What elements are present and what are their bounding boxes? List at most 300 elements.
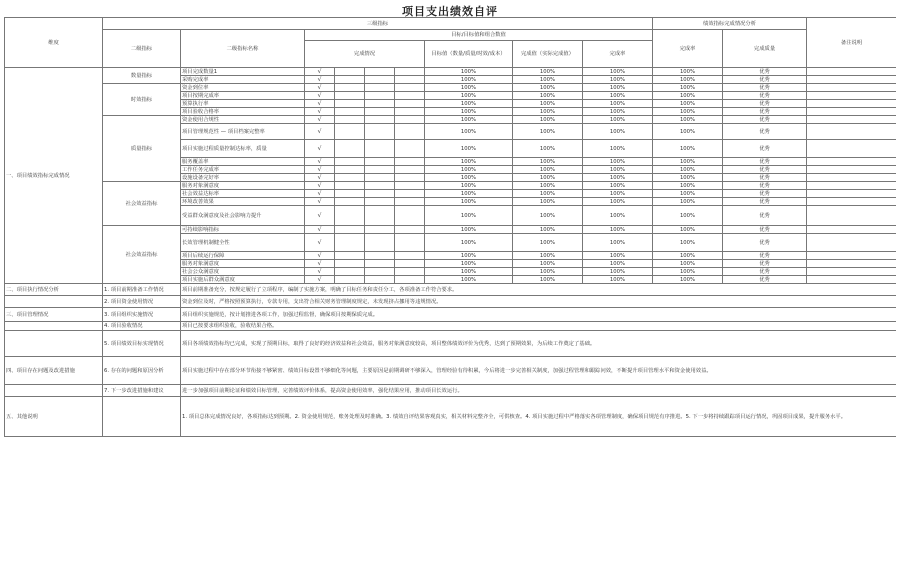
metric-status: 100% [653, 140, 723, 158]
analysis-section [5, 385, 103, 397]
metric-check: √ [305, 226, 335, 234]
table-row [5, 284, 897, 296]
metric-name: 项目后续运行保障 [181, 252, 305, 260]
check-col [395, 158, 425, 166]
analysis-item: 7. 下一步改进措施和建议 [103, 385, 181, 397]
analysis-section [5, 296, 103, 308]
sub-label: 社会效益指标 [103, 226, 181, 284]
sub-label: 数量指标 [103, 68, 181, 84]
metric-name: 工作任务完成率 [181, 166, 305, 174]
check-col [335, 124, 365, 140]
metric-check: √ [305, 100, 335, 108]
metric-quality: 优秀 [723, 234, 807, 252]
evaluation-table [4, 17, 896, 437]
metric-status: 100% [653, 182, 723, 190]
metric-rate: 100% [583, 252, 653, 260]
metric-name: 项目完成数量1 [181, 68, 305, 76]
metric-remark [807, 108, 896, 116]
metric-quality: 优秀 [723, 260, 807, 268]
check-col [335, 166, 365, 174]
check-col [365, 76, 395, 84]
metric-quality: 优秀 [723, 226, 807, 234]
header-remark: 备注说明 [807, 18, 896, 68]
metric-name: 服务对象满意度 [181, 182, 305, 190]
sub-label: 时效指标 [103, 84, 181, 116]
metric-quality: 优秀 [723, 92, 807, 100]
check-col [365, 68, 395, 76]
metric-actual: 100% [513, 100, 583, 108]
check-col [365, 116, 395, 124]
metric-rate: 100% [583, 116, 653, 124]
metric-remark [807, 100, 896, 108]
check-col [395, 190, 425, 198]
metric-target: 100% [425, 76, 513, 84]
analysis-section: 三、项目管理情况 [5, 308, 103, 322]
metric-target: 100% [425, 108, 513, 116]
metric-name: 资金到位率 [181, 84, 305, 92]
metric-quality: 优秀 [723, 182, 807, 190]
metric-status: 100% [653, 206, 723, 226]
check-col [365, 84, 395, 92]
metric-quality: 优秀 [723, 158, 807, 166]
check-col [395, 76, 425, 84]
metric-status: 100% [653, 68, 723, 76]
analysis-section: 四、项目存在问题及改进措施 [5, 357, 103, 385]
check-col [365, 276, 395, 284]
check-col [365, 268, 395, 276]
table-row [5, 30, 897, 41]
metric-name: 预算执行率 [181, 100, 305, 108]
metric-target: 100% [425, 276, 513, 284]
metric-status: 100% [653, 260, 723, 268]
metric-rate: 100% [583, 174, 653, 182]
metric-name: 项目验收合格率 [181, 108, 305, 116]
metric-quality: 优秀 [723, 68, 807, 76]
metric-status: 100% [653, 92, 723, 100]
check-col [365, 234, 395, 252]
group-label: 一、项目绩效指标完成情况 [5, 68, 103, 284]
header-check: 完成情况 [305, 41, 425, 68]
metric-remark [807, 166, 896, 174]
check-col [335, 190, 365, 198]
table-row [5, 18, 897, 30]
analysis-item: 2. 项目资金使用情况 [103, 296, 181, 308]
check-col [395, 140, 425, 158]
metric-target: 100% [425, 226, 513, 234]
check-col [395, 100, 425, 108]
metric-name: 项目实施过程质量控制达标率，质量 [181, 140, 305, 158]
analysis-text: 项目已按要求组织验收，验收结果合格。 [181, 322, 897, 331]
metric-status: 100% [653, 174, 723, 182]
metric-actual: 100% [513, 76, 583, 84]
metric-status: 100% [653, 276, 723, 284]
metric-check: √ [305, 206, 335, 226]
metric-target: 100% [425, 116, 513, 124]
header-status: 完成率 [653, 30, 723, 68]
metric-remark [807, 260, 896, 268]
metric-actual: 100% [513, 182, 583, 190]
sub-label: 社会效益指标 [103, 182, 181, 226]
metric-actual: 100% [513, 190, 583, 198]
check-col [395, 206, 425, 226]
metric-actual: 100% [513, 226, 583, 234]
metric-quality: 优秀 [723, 174, 807, 182]
metric-target: 100% [425, 84, 513, 92]
metric-name: 社会效益达标率 [181, 190, 305, 198]
metric-actual: 100% [513, 116, 583, 124]
metric-actual: 100% [513, 158, 583, 166]
metric-quality: 优秀 [723, 206, 807, 226]
metric-rate: 100% [583, 100, 653, 108]
table-row [5, 331, 897, 357]
metric-remark [807, 190, 896, 198]
metric-check: √ [305, 140, 335, 158]
metric-rate: 100% [583, 234, 653, 252]
check-col [365, 260, 395, 268]
table-row [5, 397, 897, 437]
metric-status: 100% [653, 108, 723, 116]
metric-rate: 100% [583, 158, 653, 166]
metric-remark [807, 158, 896, 166]
table-row [5, 226, 897, 234]
metric-target: 100% [425, 206, 513, 226]
metric-target: 100% [425, 252, 513, 260]
metric-actual: 100% [513, 252, 583, 260]
metric-check: √ [305, 190, 335, 198]
metric-remark [807, 116, 896, 124]
metric-remark [807, 234, 896, 252]
metric-target: 100% [425, 68, 513, 76]
metric-rate: 100% [583, 206, 653, 226]
analysis-item: 5. 项目绩效目标实现情况 [103, 331, 181, 357]
metric-quality: 优秀 [723, 100, 807, 108]
table-row [5, 322, 897, 331]
check-col [395, 166, 425, 174]
check-col [335, 84, 365, 92]
metric-rate: 100% [583, 166, 653, 174]
metric-status: 100% [653, 84, 723, 92]
analysis-text: 1. 项目总体完成情况良好，各项指标达到预期。2. 资金使用规范，账务处理及时准确。3. 绩效自评结果客观真实，相关材料完整齐全，可供核查。4. 项目实施过程中严格落实各项管理制度，确保项目规范有序推进。5. 下一步将持续跟踪项目运行情况，巩固项目成果，提升服务水平。 [181, 397, 897, 437]
check-col [335, 198, 365, 206]
metric-status: 100% [653, 158, 723, 166]
metric-rate: 100% [583, 84, 653, 92]
analysis-section [5, 322, 103, 331]
table-row [5, 84, 897, 92]
metric-status: 100% [653, 252, 723, 260]
analysis-text: 项目各项绩效指标均已完成，实现了预期目标，取得了良好的经济效益和社会效益，服务对象满意度较高，项目整体绩效评价为优秀，达到了预期效果，为后续工作奠定了基础。 [181, 331, 897, 357]
check-col [395, 116, 425, 124]
metric-remark [807, 124, 896, 140]
metric-target: 100% [425, 140, 513, 158]
header-self-eval: 绩效指标完成情况分析 [653, 18, 807, 30]
check-col [365, 108, 395, 116]
check-col [395, 108, 425, 116]
header-actual: 完成值（实际完成值） [513, 41, 583, 68]
header-target-group: 目标/目标值和组合数值 [305, 30, 653, 41]
metric-status: 100% [653, 268, 723, 276]
metric-rate: 100% [583, 226, 653, 234]
check-col [365, 182, 395, 190]
metric-name: 设施设备完好率 [181, 174, 305, 182]
analysis-text: 进一步加强项目前期论证和绩效目标管理，完善绩效评价体系，提高资金使用效率，强化结果应用，推动项目长效运行。 [181, 385, 897, 397]
metric-rate: 100% [583, 68, 653, 76]
metric-actual: 100% [513, 140, 583, 158]
metric-name: 服务对象满意度 [181, 260, 305, 268]
metric-status: 100% [653, 190, 723, 198]
metric-quality: 优秀 [723, 140, 807, 158]
check-col [365, 190, 395, 198]
check-col [395, 174, 425, 182]
analysis-text: 项目实施过程中存在部分环节衔接不够紧密、绩效目标设置不够细化等问题，主要原因是前期调研不够深入，管理经验有待积累，今后将进一步完善相关制度，加强过程管理和跟踪问效，不断提升项目管理水平和资金使用效益。 [181, 357, 897, 385]
metric-name: 可持续影响指标 [181, 226, 305, 234]
check-col [395, 252, 425, 260]
metric-quality: 优秀 [723, 108, 807, 116]
header-quality: 完成质量 [723, 30, 807, 68]
metric-status: 100% [653, 76, 723, 84]
check-col [335, 234, 365, 252]
metric-target: 100% [425, 166, 513, 174]
metric-actual: 100% [513, 268, 583, 276]
metric-rate: 100% [583, 260, 653, 268]
metric-status: 100% [653, 166, 723, 174]
check-col [335, 158, 365, 166]
metric-check: √ [305, 92, 335, 100]
metric-check: √ [305, 268, 335, 276]
metric-target: 100% [425, 234, 513, 252]
analysis-section: 五、其他说明 [5, 397, 103, 437]
sub-label: 质量指标 [103, 116, 181, 182]
metric-quality: 优秀 [723, 198, 807, 206]
metric-remark [807, 68, 896, 76]
metric-check: √ [305, 276, 335, 284]
check-col [395, 226, 425, 234]
metric-target: 100% [425, 190, 513, 198]
check-col [365, 206, 395, 226]
check-col [335, 92, 365, 100]
metric-name: 项目按期完成率 [181, 92, 305, 100]
metric-name: 服务覆盖率 [181, 158, 305, 166]
check-col [365, 226, 395, 234]
analysis-text: 资金到位及时，严格按照预算执行，专款专用，支出符合相关财务管理制度规定，未发现挤占挪用等违规情况。 [181, 296, 897, 308]
metric-target: 100% [425, 182, 513, 190]
analysis-item: 4. 项目验收情况 [103, 322, 181, 331]
check-col [365, 158, 395, 166]
check-col [395, 198, 425, 206]
metric-actual: 100% [513, 234, 583, 252]
metric-quality: 优秀 [723, 190, 807, 198]
metric-check: √ [305, 174, 335, 182]
check-col [365, 198, 395, 206]
check-col [395, 260, 425, 268]
metric-check: √ [305, 68, 335, 76]
metric-target: 100% [425, 268, 513, 276]
check-col [335, 140, 365, 158]
evaluation-table-wrapper [4, 17, 896, 570]
metric-status: 100% [653, 116, 723, 124]
header-level2: 二级指标 [103, 30, 181, 68]
metric-quality: 优秀 [723, 252, 807, 260]
check-col [365, 140, 395, 158]
header-metric-group: 三级指标 [103, 18, 653, 30]
metric-name: 采购完成率 [181, 76, 305, 84]
metric-target: 100% [425, 260, 513, 268]
metric-actual: 100% [513, 174, 583, 182]
metric-check: √ [305, 76, 335, 84]
check-col [335, 174, 365, 182]
metric-name: 资金使用合规性 [181, 116, 305, 124]
check-col [335, 268, 365, 276]
check-col [335, 206, 365, 226]
table-row [5, 68, 897, 76]
page-title: 项目支出绩效自评 [402, 5, 498, 18]
metric-remark [807, 182, 896, 190]
metric-check: √ [305, 158, 335, 166]
metric-status: 100% [653, 226, 723, 234]
check-col [335, 260, 365, 268]
check-col [365, 100, 395, 108]
metric-quality: 优秀 [723, 124, 807, 140]
table-row [5, 385, 897, 397]
metric-target: 100% [425, 100, 513, 108]
metric-actual: 100% [513, 198, 583, 206]
check-col [365, 166, 395, 174]
metric-remark [807, 174, 896, 182]
check-col [335, 108, 365, 116]
metric-check: √ [305, 234, 335, 252]
table-row [5, 182, 897, 190]
check-col [395, 84, 425, 92]
metric-quality: 优秀 [723, 76, 807, 84]
analysis-item: 1. 项目前期准备工作情况 [103, 284, 181, 296]
analysis-item: 3. 项目组织实施情况 [103, 308, 181, 322]
header-level3-name: 二级指标名称 [181, 30, 305, 68]
metric-rate: 100% [583, 76, 653, 84]
analysis-text: 项目前期准备充分，按规定履行了立项程序，编制了实施方案，明确了目标任务和责任分工，各项准备工作符合要求。 [181, 284, 897, 296]
metric-check: √ [305, 182, 335, 190]
metric-target: 100% [425, 158, 513, 166]
metric-remark [807, 76, 896, 84]
analysis-item [103, 397, 181, 437]
metric-actual: 100% [513, 108, 583, 116]
metric-name: 社会公众满意度 [181, 268, 305, 276]
metric-remark [807, 226, 896, 234]
metric-rate: 100% [583, 140, 653, 158]
metric-name: 长效管理机制健全性 [181, 234, 305, 252]
metric-name: 受益群众满意度及社会影响力提升 [181, 206, 305, 226]
metric-quality: 优秀 [723, 84, 807, 92]
metric-actual: 100% [513, 260, 583, 268]
check-col [365, 124, 395, 140]
metric-actual: 100% [513, 206, 583, 226]
check-col [395, 68, 425, 76]
analysis-item: 6. 存在的问题和原因分析 [103, 357, 181, 385]
check-col [335, 252, 365, 260]
metric-actual: 100% [513, 124, 583, 140]
metric-rate: 100% [583, 124, 653, 140]
check-col [395, 182, 425, 190]
metric-rate: 100% [583, 190, 653, 198]
metric-remark [807, 206, 896, 226]
metric-check: √ [305, 198, 335, 206]
check-col [335, 76, 365, 84]
metric-check: √ [305, 124, 335, 140]
metric-remark [807, 84, 896, 92]
table-row [5, 357, 897, 385]
metric-remark [807, 276, 896, 284]
metric-quality: 优秀 [723, 268, 807, 276]
metric-check: √ [305, 166, 335, 174]
metric-quality: 优秀 [723, 276, 807, 284]
check-col [395, 92, 425, 100]
metric-actual: 100% [513, 68, 583, 76]
check-col [335, 116, 365, 124]
check-col [335, 100, 365, 108]
metric-check: √ [305, 252, 335, 260]
metric-remark [807, 140, 896, 158]
metric-status: 100% [653, 100, 723, 108]
table-row [5, 308, 897, 322]
metric-remark [807, 92, 896, 100]
check-col [365, 252, 395, 260]
metric-target: 100% [425, 198, 513, 206]
metric-remark [807, 268, 896, 276]
metric-status: 100% [653, 234, 723, 252]
metric-name: 环境改善效果 [181, 198, 305, 206]
analysis-section [5, 331, 103, 357]
metric-check: √ [305, 116, 335, 124]
metric-check: √ [305, 108, 335, 116]
metric-remark [807, 252, 896, 260]
check-col [365, 174, 395, 182]
metric-status: 100% [653, 198, 723, 206]
metric-rate: 100% [583, 198, 653, 206]
metric-actual: 100% [513, 92, 583, 100]
metric-check: √ [305, 84, 335, 92]
check-col [335, 68, 365, 76]
table-row [5, 116, 897, 124]
metric-target: 100% [425, 174, 513, 182]
check-col [335, 182, 365, 190]
metric-rate: 100% [583, 182, 653, 190]
check-col [395, 234, 425, 252]
metric-rate: 100% [583, 268, 653, 276]
check-col [395, 268, 425, 276]
check-col [395, 124, 425, 140]
metric-status: 100% [653, 124, 723, 140]
header-dimension: 维度 [5, 18, 103, 68]
metric-rate: 100% [583, 276, 653, 284]
analysis-text: 项目组织实施规范，按计划推进各项工作，加强过程监督，确保项目按期保质完成。 [181, 308, 897, 322]
check-col [395, 276, 425, 284]
metric-actual: 100% [513, 166, 583, 174]
metric-target: 100% [425, 124, 513, 140]
check-col [335, 226, 365, 234]
table-row [5, 296, 897, 308]
header-target: 目标值（数量/质量/时效/成本） [425, 41, 513, 68]
metric-quality: 优秀 [723, 116, 807, 124]
header-rate: 完成率 [583, 41, 653, 68]
metric-target: 100% [425, 92, 513, 100]
metric-rate: 100% [583, 108, 653, 116]
check-col [365, 92, 395, 100]
metric-check: √ [305, 260, 335, 268]
metric-name: 项目管理规范性 — 项目档案完整率 [181, 124, 305, 140]
metric-name: 项目实施后群众满意度 [181, 276, 305, 284]
analysis-section: 二、项目执行情况分析 [5, 284, 103, 296]
metric-remark [807, 198, 896, 206]
metric-rate: 100% [583, 92, 653, 100]
check-col [335, 276, 365, 284]
